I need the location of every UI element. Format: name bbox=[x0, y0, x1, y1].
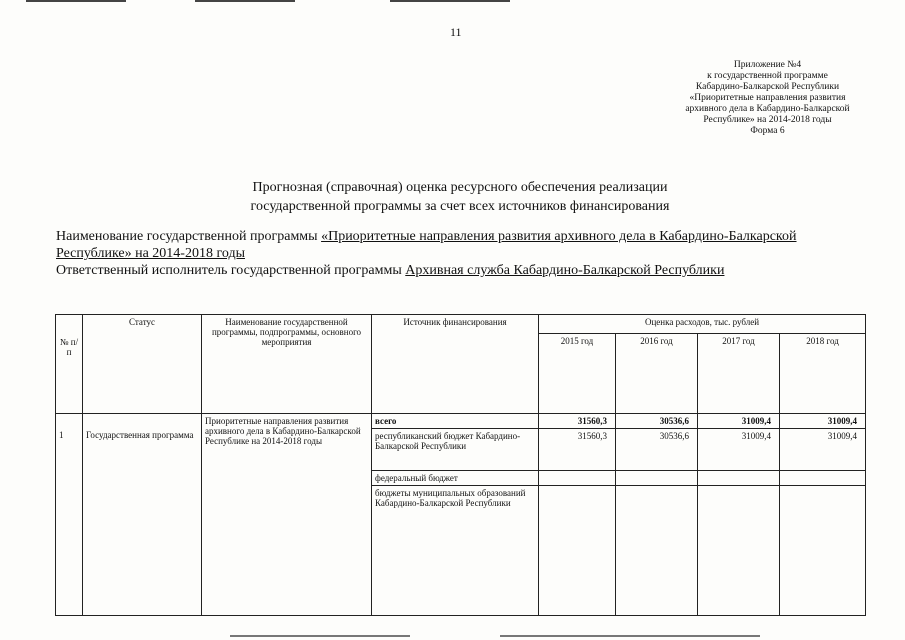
document-title bbox=[150, 178, 770, 216]
appendix-line: архивного дела в Кабардино-Балкарской bbox=[685, 104, 850, 114]
responsible-name: Архивная служба Кабардино-Балкарской Республики bbox=[405, 263, 725, 278]
title-line: Прогнозная (справочная) оценка ресурсного обеспечения реализации bbox=[252, 180, 668, 195]
scan-artifact bbox=[195, 0, 295, 2]
program-name-line bbox=[56, 228, 871, 262]
responsible-line bbox=[56, 262, 871, 279]
appendix-line: к государственной программе bbox=[707, 71, 828, 81]
scan-artifact bbox=[26, 0, 126, 2]
title-line: государственной программы за счет всех источников финансирования bbox=[250, 199, 670, 214]
value-cell bbox=[780, 486, 866, 616]
header-estimate: Оценка расходов, тыс. рублей bbox=[539, 315, 866, 334]
responsible-label: Ответственный исполнитель государственной программы bbox=[56, 263, 406, 278]
appendix-block bbox=[640, 60, 895, 137]
value-cell bbox=[539, 471, 616, 486]
program-name: «Приоритетные направления развития архивного дела в Кабардино-Балкарской Республике» на 2014-2018 годы bbox=[56, 229, 797, 261]
program-label: Наименование государственной программы bbox=[56, 229, 322, 244]
header-status: Статус bbox=[83, 315, 202, 414]
source-label: республиканский бюджет Кабардино-Балкарской Республики bbox=[372, 429, 539, 471]
value-cell: 31009,4 bbox=[780, 414, 866, 429]
page-number: 11 bbox=[450, 25, 462, 39]
source-row-total bbox=[56, 414, 866, 429]
row-status: Государственная программа bbox=[83, 414, 202, 616]
value-cell: 31009,4 bbox=[698, 414, 780, 429]
appendix-line: Республике» на 2014-2018 годы bbox=[703, 115, 832, 125]
value-cell: 31009,4 bbox=[698, 429, 780, 471]
row-program-name: Приоритетные направления развития архивного дела в Кабардино-Балкарской Республике на 2014-2018 годы bbox=[202, 414, 372, 616]
value-cell bbox=[698, 471, 780, 486]
scan-artifact bbox=[230, 635, 410, 637]
value-cell: 31560,3 bbox=[539, 414, 616, 429]
value-cell: 31009,4 bbox=[780, 429, 866, 471]
header-year: 2016 год bbox=[616, 334, 698, 414]
source-label: федеральный бюджет bbox=[372, 471, 539, 486]
appendix-line: Форма 6 bbox=[750, 126, 785, 136]
row-num: 1 bbox=[56, 414, 83, 616]
value-cell bbox=[539, 486, 616, 616]
appendix-line: «Приоритетные направления развития bbox=[689, 93, 846, 103]
scan-artifact bbox=[390, 0, 510, 2]
header-year: 2015 год bbox=[539, 334, 616, 414]
header-num: № п/п bbox=[56, 315, 83, 414]
value-cell bbox=[698, 486, 780, 616]
value-cell: 31560,3 bbox=[539, 429, 616, 471]
value-cell bbox=[616, 471, 698, 486]
value-cell bbox=[616, 486, 698, 616]
appendix-line: Кабардино-Балкарской Республики bbox=[695, 82, 840, 92]
value-cell: 30536,6 bbox=[616, 429, 698, 471]
value-cell: 30536,6 bbox=[616, 414, 698, 429]
source-label: всего bbox=[372, 414, 539, 429]
header-source: Источник финансирования bbox=[372, 315, 539, 414]
header-year: 2018 год bbox=[780, 334, 866, 414]
header-name: Наименование государственной программы, подпрограммы, основного мероприятия bbox=[202, 315, 372, 414]
header-year: 2017 год bbox=[698, 334, 780, 414]
header-row bbox=[56, 315, 866, 334]
source-label: бюджеты муниципальных образований Кабардино-Балкарской Республики bbox=[372, 486, 539, 616]
appendix-line: Приложение №4 bbox=[733, 60, 802, 70]
scan-artifact bbox=[500, 635, 760, 637]
value-cell bbox=[780, 471, 866, 486]
funding-table bbox=[55, 314, 866, 616]
